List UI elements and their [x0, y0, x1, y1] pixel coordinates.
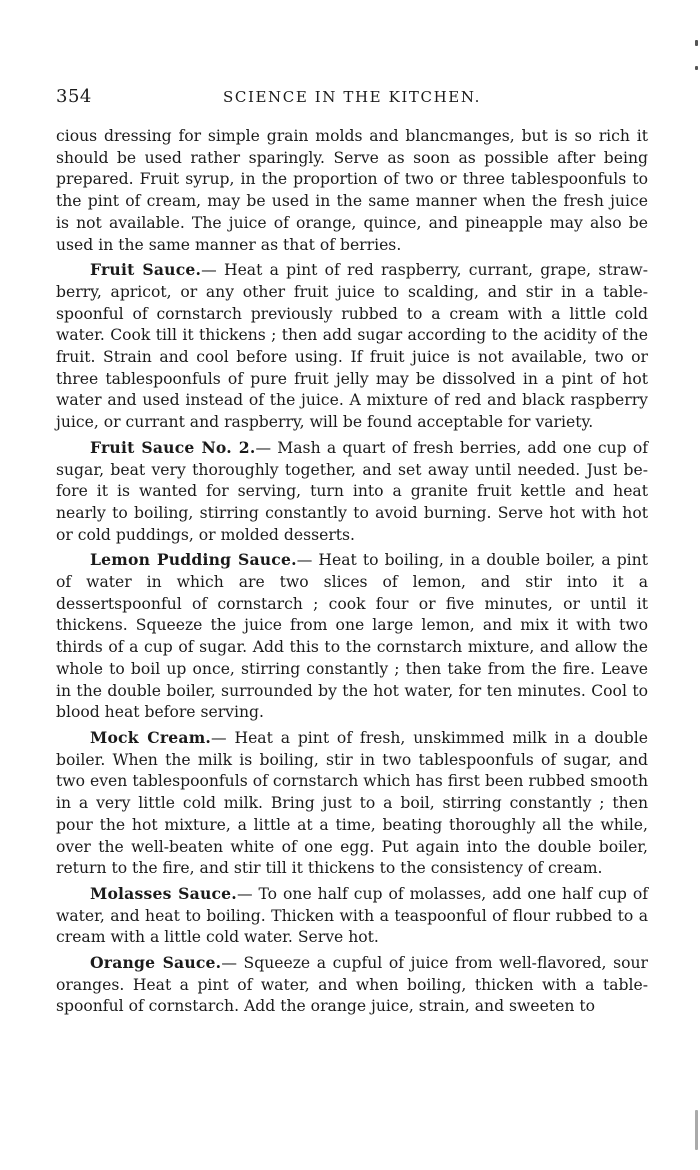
- recipe-text: — Mash a quart of fresh berries, add one cup of sugar, beat very thoroughly together, and set away until needed. Just before it is wanted for serving, turn into a granite fruit kettle and heat nearly to boiling, stirring constantly to avoid burning. Serve hot with hot or cold puddings, or molded desserts.: [56, 438, 648, 544]
- recipe-title: Fruit Sauce.: [90, 260, 202, 280]
- recipe-orange-sauce: [56, 952, 648, 1018]
- recipe-molasses-sauce: [56, 883, 648, 949]
- page-number: 354: [56, 86, 92, 107]
- recipe-title: Mock Cream.: [90, 727, 212, 747]
- recipe-fruit-sauce: [56, 259, 648, 434]
- recipe-title: Molasses Sauce.: [90, 883, 237, 903]
- recipe-fruit-sauce-no-2: [56, 437, 648, 547]
- recipe-lemon-pudding-sauce: [56, 549, 648, 724]
- recipe-text: — Heat a pint of red raspberry, currant, grape, strawberry, apricot, or any other fruit juice to scalding, and stir in a tablespoonful of cornstarch previously rubbed to a cream with a little cold water. Cook till it thickens ; then add sugar according to the acidity of the fruit. Strain and cool before using. If fruit juice is not available, two or three tablespoonfuls of pure fruit jelly may be dissolved in a pint of hot water and used instead of the juice. A mixture of red and black raspberry juice, or currant and raspberry, will be found acceptable for variety.: [56, 261, 648, 432]
- recipe-text: — To one half cup of molasses, add one half cup of water, and heat to boiling. Thicken with a teaspoonful of flour rubbed to a cream with a little cold water. Serve hot.: [56, 884, 648, 947]
- book-page: [56, 86, 648, 1018]
- page-edge-mark: [695, 1110, 698, 1150]
- running-head: [56, 86, 648, 112]
- recipe-mock-cream: [56, 727, 648, 880]
- recipe-text: — Heat to boiling, in a double boiler, a pint of water in which are two slices of lemon, and stir into it a dessertspoonful of cornstarch ; cook four or five minutes, or until it thickens. Squeeze the juice from one large lemon, and mix it with two thirds of a cup of sugar. Add this to the cornstarch mixture, and allow the whole to boil up once, stirring constantly ; then take from the fire. Leave in the double boiler, surrounded by the hot water, for ten minutes. Cool to blood heat before serving.: [56, 551, 648, 722]
- recipe-text: — Heat a pint of fresh, unskimmed milk in a double boiler. When the milk is boiling, stir in two tablespoonfuls of sugar, and two even tablespoonfuls of cornstarch which has first been rubbed smooth in a very little cold milk. Bring just to a boil, stirring constantly ; then pour the hot mixture, a little at a time, beating thoroughly all the while, over the well-beaten white of one egg. Put again into the double boiler, return to the fire, and stir till it thickens to the consistency of cream.: [56, 728, 648, 878]
- recipe-title: Fruit Sauce No. 2.: [90, 437, 256, 457]
- page-edge-mark: [695, 66, 698, 70]
- recipe-text: — Squeeze a cupful of juice from well-flavored, sour oranges. Heat a pint of water, and when boiling, thicken with a tablespoonful of cornstarch. Add the orange juice, strain, and sweeten to: [56, 954, 648, 1016]
- page-body: [56, 126, 648, 1018]
- page-edge-mark: [695, 40, 698, 46]
- recipe-title: Lemon Pudding Sauce.: [90, 550, 297, 570]
- recipe-title: Orange Sauce.: [90, 953, 222, 973]
- continuation-paragraph: cious dressing for simple grain molds and blancmanges, but is so rich it should be used rather sparingly. Serve as soon as possible after being prepared. Fruit syrup, in the proportion of two or three tablespoonfuls to the pint of cream, may be used in the same manner when the fresh juice is not available. The juice of orange, quince, and pineapple may also be used in the same manner as that of berries.: [56, 127, 648, 254]
- running-head-title: SCIENCE IN THE KITCHEN.: [223, 88, 481, 106]
